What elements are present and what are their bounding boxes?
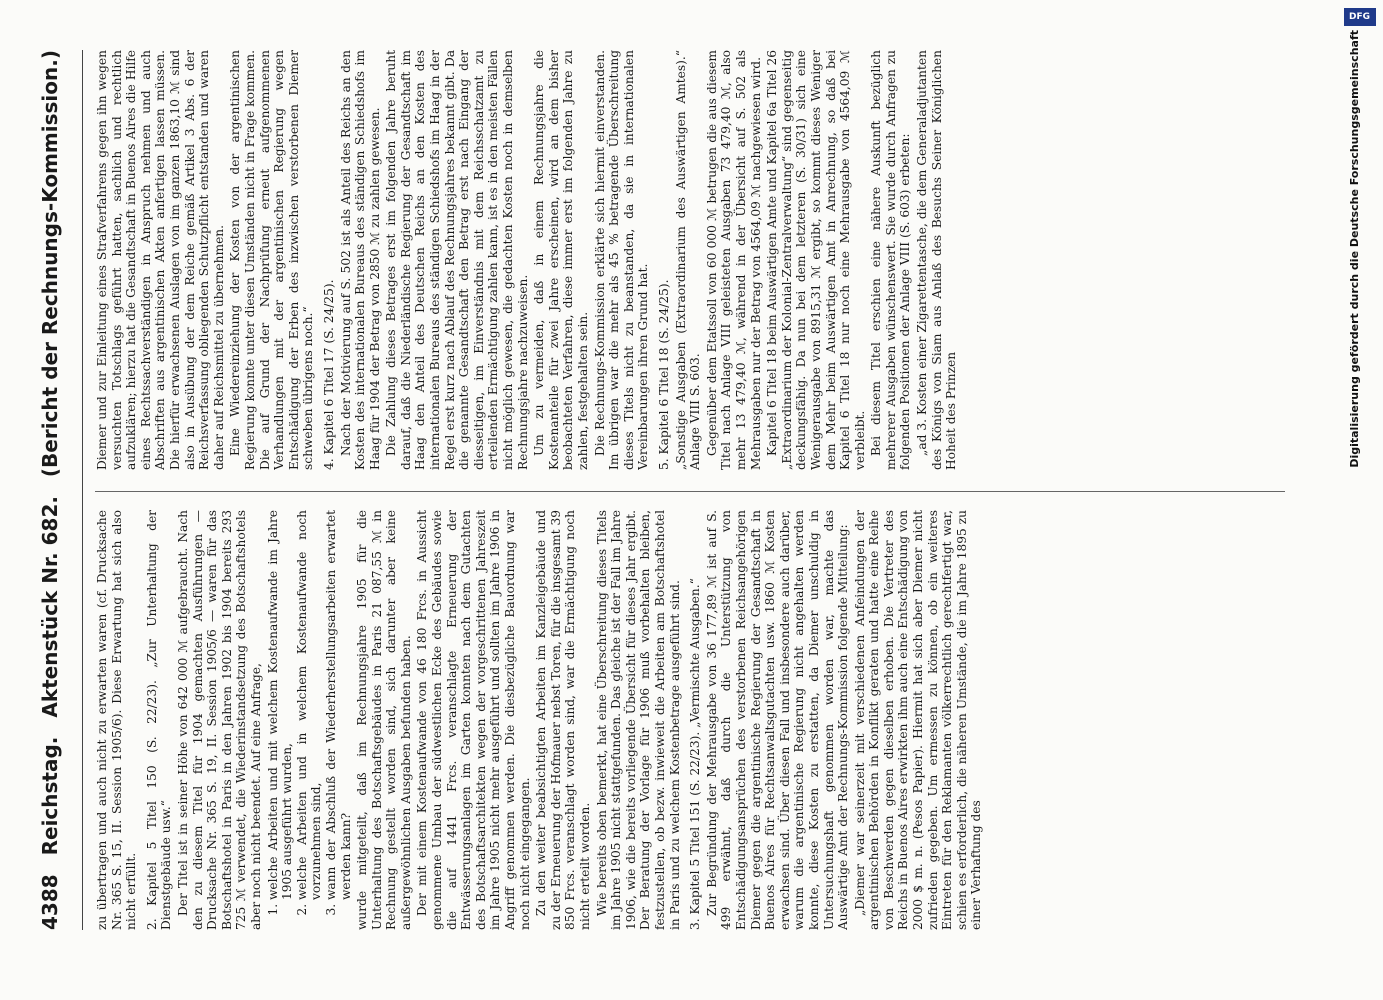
paragraph: Der Titel ist in seiner Höhe von 642 000 ℳ aufgebraucht. Nach den zu diesem Titel für 1904 gemachten Ausführungen — Drucksache Nr. 365 S. 19, II. Session 1905/6 — waren für das Botschaftshotel in Paris in den Jahren 1902 bis 1904 bereits 293 725 ℳ verwendet, die Wiederinstandsetzung des Botschaftshotels aber noch nicht beendet. Auf eine Anfrage, (175, 510, 263, 930)
header-center-label: Aktenstück Nr. 682. (38, 496, 62, 718)
list-item: 1. welche Arbeiten und mit welchem Kostenaufwande im Jahre 1905 ausgeführt wurden, (266, 510, 295, 900)
paragraph: Zu den weiter beabsichtigten Arbeiten im Kanzleigebäude und zu der Erneuerung der Hofmauer nebst Toren, für die insgesamt 39 850 Frcs. veranschlagt worden sind, war die Ermächtigung noch nicht erteilt worden. (534, 510, 592, 930)
paragraph: Nach der Motivierung auf S. 502 ist als Anteil des Reichs an den Kosten des internationalen Bureaus des ständigen Schiedshofs im Haag für 1904 der Betrag von 2850 ℳ zu zahlen gewesen. (338, 50, 382, 470)
paragraph: Der mit einem Kostenaufwande von 46 180 Frcs. in Aussicht genommene Umbau der südwestlichen Ecke des Gebäudes sowie die auf 1441 Frcs. veranschlagte Erneuerung der Entwässerungsanlagen im Garten konnten nach dem Gutachten des Botschaftsarchitekten wegen der vorgeschrittenen Jahreszeit im Jahre 1905 nicht mehr ausgeführt und sollten im Jahre 1906 in Angriff genommen werden. Die diesbezügliche Bauordnung war noch nicht eingegangen. (415, 510, 532, 930)
digitization-footer (1340, 0, 1380, 1000)
paragraph: Die Zahlung dieses Betrages erst im folgenden Jahre beruht darauf, daß die Niederländische Regierung der Gesandtschaft im Haag den Anteil des Deutschen Reichs an den Kosten des internationalen Bureaus des ständigen Schiedshofs im Haag in der Regel erst kurz nach Ablauf des Rechnungsjahres bekannt gibt. Da die genannte Gesandtschaft den Betrag erst nach Eingang der diesseitigen, im Einverständnis mit dem Reichsschatzamt zu erteilenden Ermächtigung zahlen kann, ist es in den meisten Fällen nicht möglich gewesen, die gedachten Kosten noch in demselben Rechnungsjahre nachzuweisen. (384, 50, 530, 470)
section-heading: 4. Kapitel 6 Titel 17 (S. 24/25). (321, 279, 336, 470)
paragraph: Kapitel 6 Titel 18 beim Auswärtigen Amte und Kapitel 6a Titel 26 „Extraordinarium der Kolonial-Zentralverwaltung“ sind gegenseitig deckungsfähig. Da nun bei dem letzteren (S. 30/31) sich eine Wenigerausgabe von 8915,31 ℳ ergibt, so kommt dieses Weniger dem Mehr beim Auswärtigen Amt in Anrechnung, so daß bei Kapitel 6 Titel 18 nur noch eine Mehrausgabe von 4564,09 ℳ verbleibt. (765, 50, 867, 470)
paragraph: Bei diesem Titel erschien eine nähere Auskunft bezüglich mehrerer Ausgaben wünschenswert. Sie wurde durch Anfragen zu folgenden Positionen der Anlage VIII (S. 603) erbeten: (869, 50, 913, 470)
dfg-logo: DFG (1344, 8, 1376, 26)
paragraph: wurde mitgeteilt, daß im Rechnungsjahre 1905 für die Unterhaltung des Botschaftsgebäudes in Paris 21 087,55 ℳ in Rechnung gestellt worden sind, sich darunter aber keine außergewöhnlichen Ausgaben befunden haben. (355, 510, 413, 930)
paragraph: Gegenüber dem Etatssoll von 60 000 ℳ betrugen die aus diesem Titel nach Anlage VIII geleisteten Ausgaben 73 479,40 ℳ, also mehr 13 479,40 ℳ, während in der Übersicht auf S. 502 als Mehrausgaben nur der Betrag von 4564,09 ℳ nachgewiesen wird. (704, 50, 763, 470)
section-subheading: „Sonstige Ausgaben (Extraordinarium des Auswärtigen Amtes).“ Anlage VIII S. 603. (673, 50, 703, 470)
paragraph: Um zu vermeiden, daß in einem Rechnungsjahre die Kostenanteile für zwei Jahre erscheinen, wird an dem bisher beobachteten Verfahren, diese immer erst im folgenden Jahre zu zahlen, festgehalten sein. (532, 50, 590, 470)
header-right-label: (Bericht der Rechnungs-Kommission.) (38, 50, 62, 478)
paragraph: „ad 3. Kosten einer Zigarettentasche, die dem Generaladjutanten des Königs von Siam aus Anlaß des Besuchs Seiner Königlichen Hoheit des Prinzen (915, 50, 959, 470)
header-left-label: Reichstag. (38, 736, 62, 856)
right-column (95, 50, 1285, 470)
paragraph: zu übertragen und auch nicht zu erwarten waren (cf. Drucksache Nr. 365 S. 15, II. Session 1905/6). Diese Erwartung hat sich also nicht erfüllt. (95, 510, 139, 930)
page-number: 4388 (38, 874, 62, 930)
header-rule (82, 50, 83, 930)
page-header (30, 50, 70, 930)
digitization-note: Digitalisierung gefördert durch die Deutsche Forschungsgemeinschaft (1348, 30, 1361, 468)
list-item: 3. wann der Abschluß der Wiederherstellungsarbeiten erwartet werden kann? (324, 510, 353, 900)
paragraph: Die Rechnungs-Kommission erklärte sich hiermit einverstanden. Im übrigen war die mehr als 45 % betragende Überschreitung dieses Titels nicht zu beanstanden, da sie in internationalen Vereinbarungen ihren Grund hat. (592, 50, 651, 470)
paragraph: Zur Begründung der Mehrausgabe von 36 177,89 ℳ ist auf S. 499 erwähnt, daß durch die Unterstützung von Entschädigungsansprüchen des verstorbenen Reichsangehörigen Diemer gegen die argentinische Regierung der Gesandtschaft in Buenos Aires für Rechtsanwaltsgutachten usw. 1860 ℳ Kosten erwachsen sind. Über diesen Fall und insbesondere auch darüber, warum die argentinische Regierung nicht angehalten werden konnte, diese Kosten zu erstatten, da Diemer unschuldig in Untersuchungshaft genommen worden war, machte das Auswärtige Amt der Rechnungs-Kommission folgende Mitteilung: (704, 510, 851, 930)
list-item: 2. welche Arbeiten und in welchem Kostenaufwande noch vorzunehmen sind, (295, 510, 324, 900)
section-heading: 2. Kapitel 5 Titel 150 (S. 22/23). „Zur Unterhaltung der Dienstgebäude usw.“ (144, 510, 174, 930)
section-heading: 5. Kapitel 6 Titel 18 (S. 24/25). (656, 279, 671, 470)
column-divider (95, 491, 1285, 492)
paragraph: Eine Wiedereinziehung der Kosten von der argentinischen Regierung konnte unter diesen Umständen nicht in Frage kommen. Die auf Grund der Nachprüfung erneut aufgenommenen Verhandlungen mit der argentinischen Regierung wegen Entschädigung der Erben des inzwischen verstorbenen Diemer schweben übrigens noch.“ (228, 50, 316, 470)
question-list (266, 510, 354, 930)
section-heading: 3. Kapitel 5 Titel 151 (S. 22/23). „Vermischte Ausgaben.“ (688, 578, 703, 930)
left-column (95, 510, 1285, 930)
paragraph: „Diemer war seinerzeit mit verschiedenen Anfeindungen der argentinischen Behörden in Konflikt geraten und hatte eine Reihe von Beschwerden gegen dieselben erhoben. Die Vertreter des Reichs in Buenos Aires erwirkten ihm auch eine Entschädigung von 2000 $ m. n. (Pesos Papier). Hiermit hat sich aber Diemer nicht zufrieden gegeben. Um ermessen zu können, ob ein weiteres Eintreten für den Reklamanten völkerrechtlich gerechtfertigt war, schien es erforderlich, die näheren Umstände, die im Jahre 1895 zu einer Verhaftung des (852, 510, 984, 930)
paragraph: Wie bereits oben bemerkt, hat eine Überschreitung dieses Titels im Jahre 1905 nicht stattgefunden. Das gleiche ist der Fall im Jahre 1906, wie die bereits vorliegende Übersicht für dieses Jahr ergibt. Der Beratung der Vorlage für 1906 muß vorbehalten bleiben, festzustellen, ob bezw. inwieweit die Arbeiten am Botschaftshotel in Paris und zu welchem Kostenbetrage ausgeführt sind. (594, 510, 682, 930)
paragraph: Diemer und zur Einleitung eines Strafverfahrens gegen ihn wegen versuchten Totschlags geführt hatten, sachlich und rechtlich aufzuklären; hierzu hat die Gesandtschaft in Buenos Aires die Hilfe eines Rechtssachverständigen in Anspruch nehmen und auch Abschriften aus argentinischen Akten anfertigen lassen müssen. Die hierfür erwachsenen Auslagen von im ganzen 1863,10 ℳ sind also in Ausübung der dem Reiche gemäß Artikel 3 Abs. 6 der Reichsverfassung obliegenden Schutzpflicht entstanden und waren daher auf Reichsmittel zu übernehmen. (95, 50, 226, 470)
